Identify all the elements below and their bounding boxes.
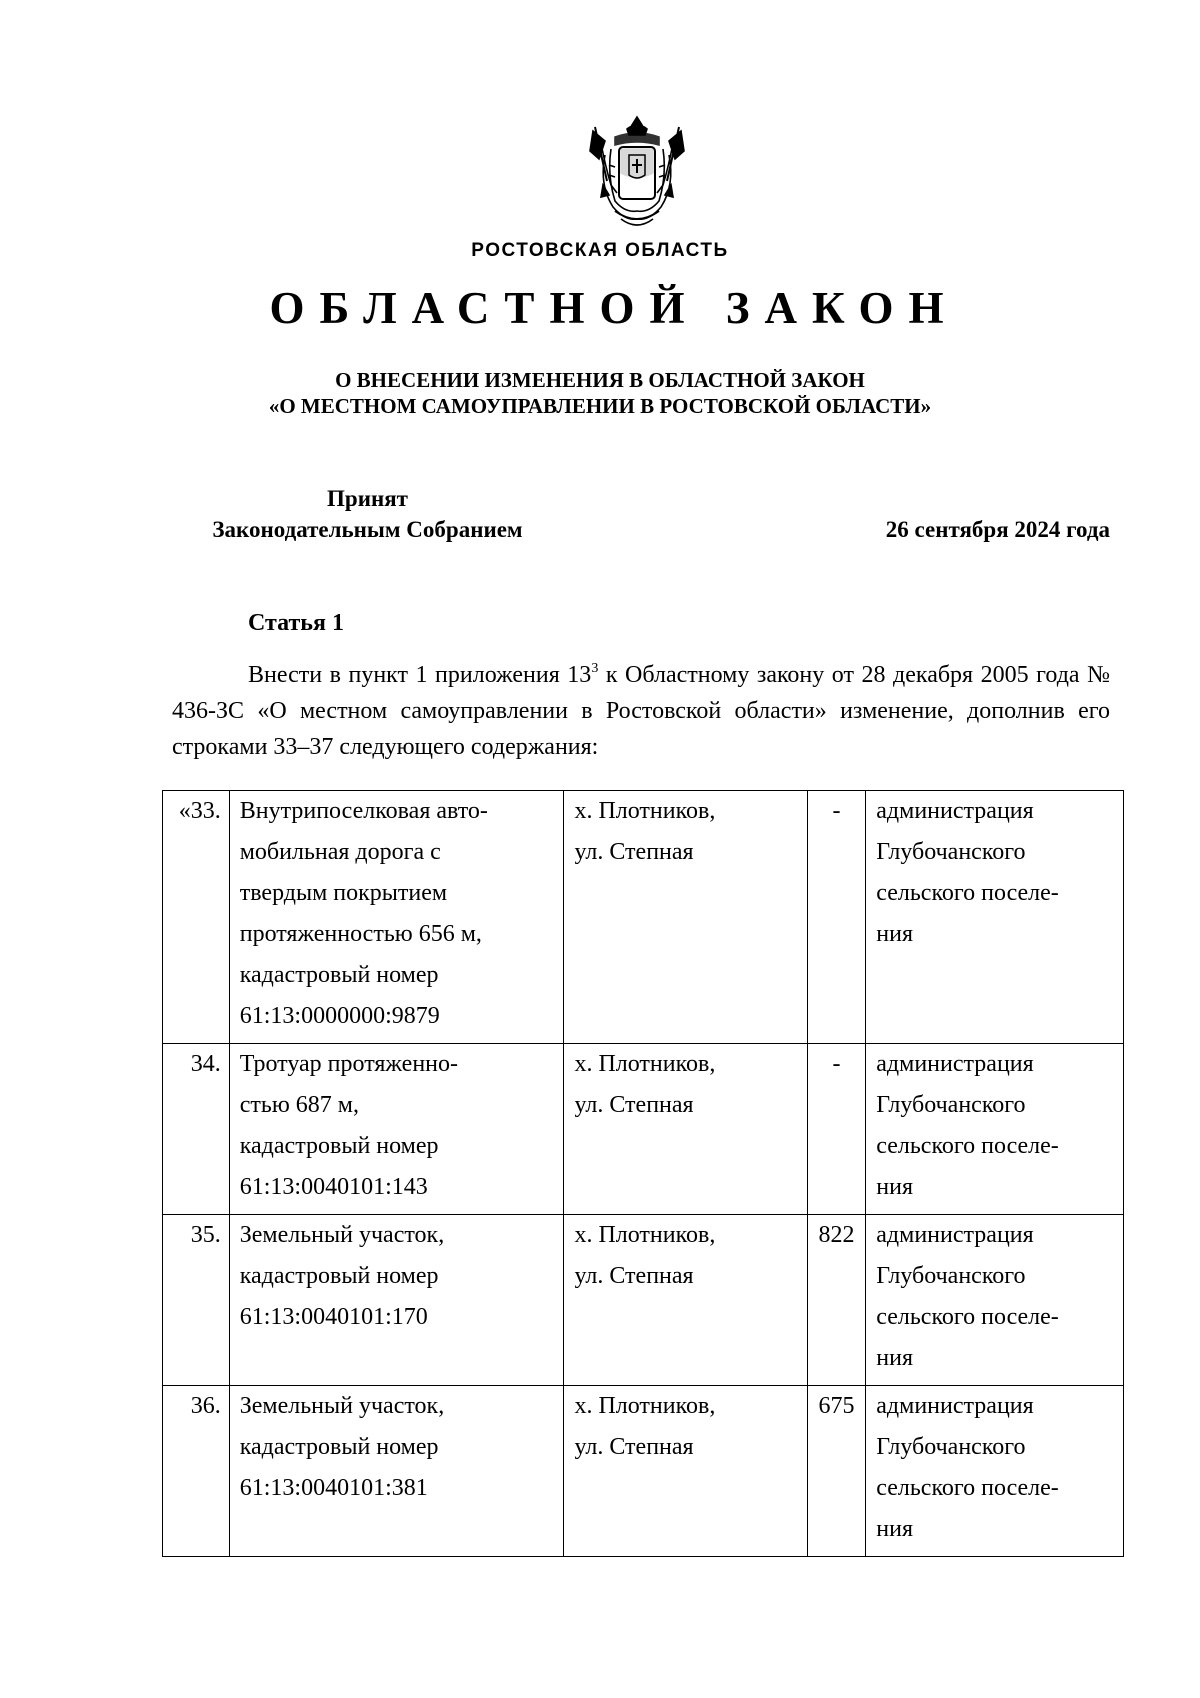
owner-line: сельского поселе-: [876, 1475, 1059, 1501]
row-number-cell: «33.: [163, 791, 230, 1044]
object-description-line: кадастровый номер: [239, 962, 439, 988]
owner-line: Глубочанского: [876, 839, 1026, 865]
area-cell: 822: [807, 1215, 866, 1386]
owner-line: администрация: [876, 1051, 1034, 1077]
owner-cell: [866, 791, 1124, 1044]
address-cell: [564, 1215, 807, 1386]
adopted-body: Законодательным Собранием: [212, 517, 523, 542]
owner-line: администрация: [876, 798, 1034, 824]
article-text-end: к Областному закону от 28 декабря 2005 года № 436-ЗС «О местном самоуправлении в Ростовской области» изменение, дополнив его строками 33–37 следующего содержания:: [172, 662, 1111, 760]
owner-line: Глубочанского: [876, 1092, 1026, 1118]
owner-line: ния: [876, 921, 914, 947]
appendix-superscript: 3: [591, 661, 599, 676]
object-description-line: протяженностью 656 м,: [239, 921, 482, 947]
owner-line: администрация: [876, 1222, 1034, 1248]
area-cell: 675: [807, 1386, 866, 1557]
owner-line: сельского поселе-: [876, 1133, 1059, 1159]
article-text-start: Внести в пункт 1 приложения 13: [248, 662, 592, 688]
article-paragraph: [172, 657, 1110, 765]
object-description-cell: [229, 1215, 564, 1386]
owner-cell: [866, 1386, 1124, 1557]
address-line: ул. Степная: [574, 1092, 694, 1118]
owner-line: ния: [876, 1174, 914, 1200]
address-line: ул. Степная: [574, 839, 694, 865]
object-description-line: кадастровый номер: [239, 1133, 439, 1159]
object-description-line: 61:13:0000000:9879: [239, 1003, 440, 1029]
owner-line: ния: [876, 1516, 914, 1542]
object-description-line: твердым покрытием: [239, 880, 448, 906]
adopted-by: [175, 483, 560, 545]
law-title-line: «О МЕСТНОМ САМОУПРАВЛЕНИИ В РОСТОВСКОЙ ОБЛАСТИ»: [268, 394, 932, 418]
object-description-line: Земельный участок,: [239, 1222, 445, 1248]
document-type: ОБЛАСТНОЙ ЗАКОН: [269, 283, 959, 333]
region-name: РОСТОВСКАЯ ОБЛАСТЬ: [471, 240, 729, 261]
object-description-line: Внутрипоселковая авто-: [239, 798, 488, 824]
object-description-line: 61:13:0040101:143: [239, 1174, 428, 1200]
address-line: х. Плотников,: [574, 1051, 716, 1077]
amendment-table: [162, 790, 1124, 1557]
address-line: ул. Степная: [574, 1434, 694, 1460]
owner-line: сельского поселе-: [876, 880, 1059, 906]
owner-line: сельского поселе-: [876, 1304, 1059, 1330]
owner-line: ния: [876, 1345, 914, 1371]
object-description-line: мобильная дорога с: [239, 839, 441, 865]
adopted-label: Принят: [327, 486, 408, 511]
address-line: х. Плотников,: [574, 798, 716, 824]
address-cell: [564, 791, 807, 1044]
area-cell: -: [807, 1044, 866, 1215]
object-description-line: 61:13:0040101:381: [239, 1475, 428, 1501]
table-row: [163, 1386, 1124, 1557]
object-description-line: Тротуар протяженно-: [239, 1051, 459, 1077]
amendment-table-body: [163, 791, 1124, 1557]
row-number-cell: 36.: [163, 1386, 230, 1557]
law-title-line: О ВНЕСЕНИИ ИЗМЕНЕНИЯ В ОБЛАСТНОЙ ЗАКОН: [335, 368, 865, 392]
article-heading: Статья 1: [248, 610, 344, 636]
table-row: [163, 1215, 1124, 1386]
owner-line: администрация: [876, 1393, 1034, 1419]
object-description-cell: [229, 791, 564, 1044]
owner-line: Глубочанского: [876, 1263, 1026, 1289]
object-description-line: кадастровый номер: [239, 1434, 439, 1460]
row-number-cell: 34.: [163, 1044, 230, 1215]
coat-of-arms-emblem: [585, 115, 689, 233]
table-row: [163, 791, 1124, 1044]
address-cell: [564, 1386, 807, 1557]
address-line: х. Плотников,: [574, 1222, 716, 1248]
address-line: х. Плотников,: [574, 1393, 716, 1419]
owner-cell: [866, 1044, 1124, 1215]
object-description-line: 61:13:0040101:170: [239, 1304, 428, 1330]
row-number-cell: 35.: [163, 1215, 230, 1386]
object-description-line: кадастровый номер: [239, 1263, 439, 1289]
table-row: [163, 1044, 1124, 1215]
area-cell: -: [807, 791, 866, 1044]
object-description-line: Земельный участок,: [239, 1393, 445, 1419]
object-description-cell: [229, 1386, 564, 1557]
object-description-line: стью 687 м,: [239, 1092, 359, 1118]
adoption-date: 26 сентября 2024 года: [885, 517, 1110, 542]
law-title: [0, 367, 1200, 419]
owner-line: Глубочанского: [876, 1434, 1026, 1460]
owner-cell: [866, 1215, 1124, 1386]
object-description-cell: [229, 1044, 564, 1215]
address-cell: [564, 1044, 807, 1215]
address-line: ул. Степная: [574, 1263, 694, 1289]
